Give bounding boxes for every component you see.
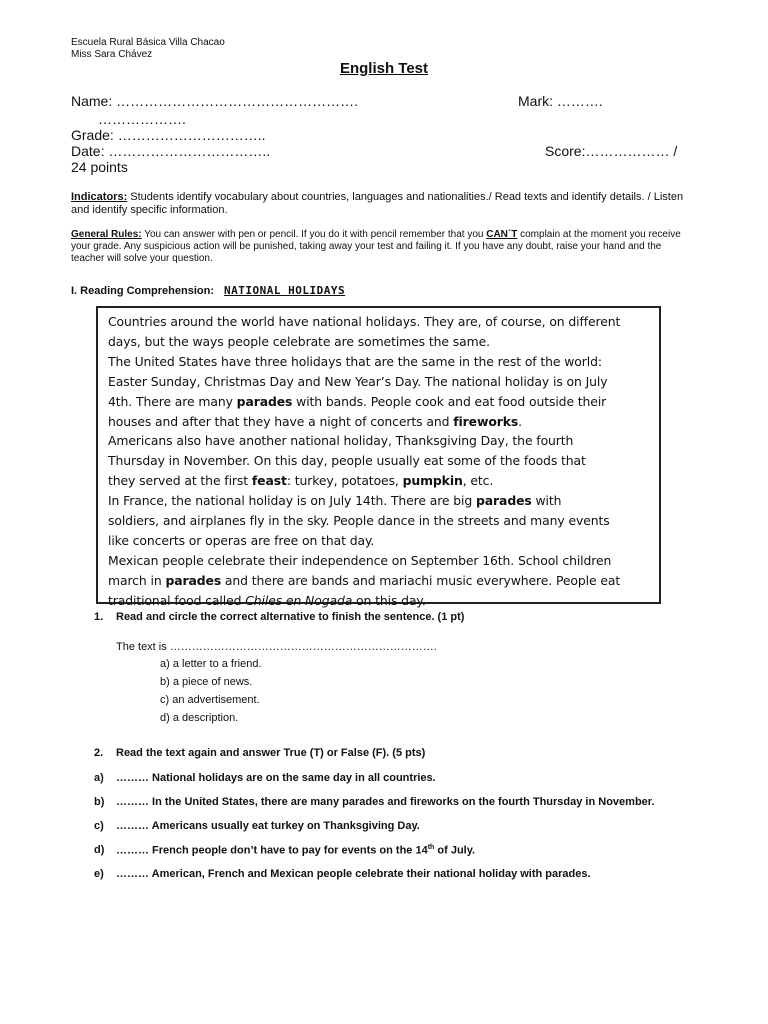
name-field[interactable]: Name: ……………………………………………. [71,93,359,109]
section-label: I. Reading Comprehension: [71,285,215,297]
ordinal-suffix: th [427,844,435,851]
question-2-number: 2. [94,747,104,759]
option-a[interactable]: a) a letter to a friend. [160,658,262,670]
reading-text-box [96,306,661,608]
vocab-word: pumpkin [402,473,463,489]
tf-item-text: ……… French people don’t have to pay for events on the 14 [116,844,428,857]
vocab-word: parades [236,393,293,409]
vocab-word: feast [251,473,287,489]
page-title: English Test [339,60,429,77]
rules-text-b: complain at the moment you receive your grade. Any suspicious action will be punished, taking away your test and failing it. If you have any doubt, raise your hand and the teacher will solve your question. [71,229,681,264]
reading-text: with [531,493,562,509]
mark-field[interactable]: Mark: ………. [518,93,603,109]
reading-line [108,491,649,511]
reading-text: . [518,413,522,429]
reading-line [108,571,649,591]
date-field[interactable]: Date: …………………………….. [71,143,271,159]
grade-field[interactable]: Grade: ………………………….. [71,127,266,143]
reading-text: on this day. [352,592,426,608]
reading-line: like concerts or operas are free on that day. [108,532,375,548]
rules-cant: CAN´T [486,229,518,240]
reading-text: 4th. There are many [108,393,237,409]
reading-text: houses and after that they have a night of concerts and [108,413,454,429]
general-rules-paragraph [71,229,691,265]
tf-item[interactable]: ……… National holidays are on the same day in all countries. [116,772,436,784]
reading-line: Mexican people celebrate their independence on September 16th. School children [108,552,612,568]
vocab-word: fireworks [453,413,519,429]
rules-text-a: You can answer with pen or pencil. If you do it with pencil remember that you [141,229,487,240]
reading-text: : turkey, potatoes, [286,473,403,489]
reading-line [108,392,649,412]
tf-item-letter: e) [94,868,104,880]
question-1-stem: The text is ………………………………………………………………. [116,641,437,653]
indicators-label: Indicators: [71,191,128,203]
option-c[interactable]: c) an advertisement. [160,694,260,706]
question-1-prompt: Read and circle the correct alternative to finish the sentence. (1 pt) [116,611,465,623]
indicators-paragraph [71,191,691,217]
tf-item[interactable]: ……… American, French and Mexican people celebrate their national holiday with parades. [116,868,591,880]
tf-item[interactable] [116,844,475,857]
score-field[interactable]: Score:……………… / [545,143,678,159]
school-name: Escuela Rural Básica Villa Chacao [71,37,225,48]
section-title: NATIONAL HOLIDAYS [224,284,346,297]
section-heading [71,284,345,297]
reading-text: march in [108,572,166,588]
dish-name: Chiles en Nogada [245,592,353,608]
rules-label: General Rules: [71,229,142,240]
option-b[interactable]: b) a piece of news. [160,676,253,688]
tf-item[interactable]: ……… In the United States, there are many parades and fireworks on the fourth Thursday in November. [116,796,655,808]
reading-line: soldiers, and airplanes fly in the sky. People dance in the streets and many events [108,513,610,529]
tf-item-letter: b) [94,796,105,808]
tf-item-letter: a) [94,772,104,784]
reading-line: Thursday in November. On this day, people usually eat some of the foods that [108,453,586,469]
reading-text: , etc. [462,473,494,489]
tf-item[interactable]: ……… Americans usually eat turkey on Thanksgiving Day. [116,820,420,832]
reading-text: In France, the national holiday is on July 14th. There are big [108,493,477,509]
reading-text: they served at the first [108,473,252,489]
reading-line [108,412,649,432]
question-2-prompt: Read the text again and answer True (T) or False (F). (5 pts) [116,747,426,759]
reading-line [108,471,649,491]
vocab-word: parades [476,493,532,509]
reading-line: Americans also have another national holiday, Thanksgiving Day, the fourth [108,433,574,449]
indicators-text: Students identify vocabulary about countries, languages and nationalities./ Read texts and identify details. / Listen and identify specific information. [71,191,684,216]
question-1-number: 1. [94,611,104,623]
tf-item-letter: c) [94,820,104,832]
reading-line: Countries around the world have national holidays. They are, of course, on different [108,314,621,329]
name-field-continuation: ………………. [98,111,186,127]
reading-text: and there are bands and mariachi music everywhere. People eat [221,572,621,588]
reading-line: days, but the ways people celebrate are sometimes the same. [108,333,490,349]
teacher-name: Miss Sara Chávez [71,49,153,60]
reading-line: The United States have three holidays that are the same in the rest of the world: [108,353,602,369]
reading-line: Easter Sunday, Christmas Day and New Year’s Day. The national holiday is on July [108,373,608,389]
total-points: 24 points [71,159,128,175]
vocab-word: parades [165,572,222,588]
reading-text: traditional food called [108,592,246,608]
reading-text: with bands. People cook and eat food outside their [292,393,607,409]
option-d[interactable]: d) a description. [160,712,239,724]
reading-line [108,591,649,611]
tf-item-letter: d) [94,844,105,856]
tf-item-text: of July. [434,844,476,857]
